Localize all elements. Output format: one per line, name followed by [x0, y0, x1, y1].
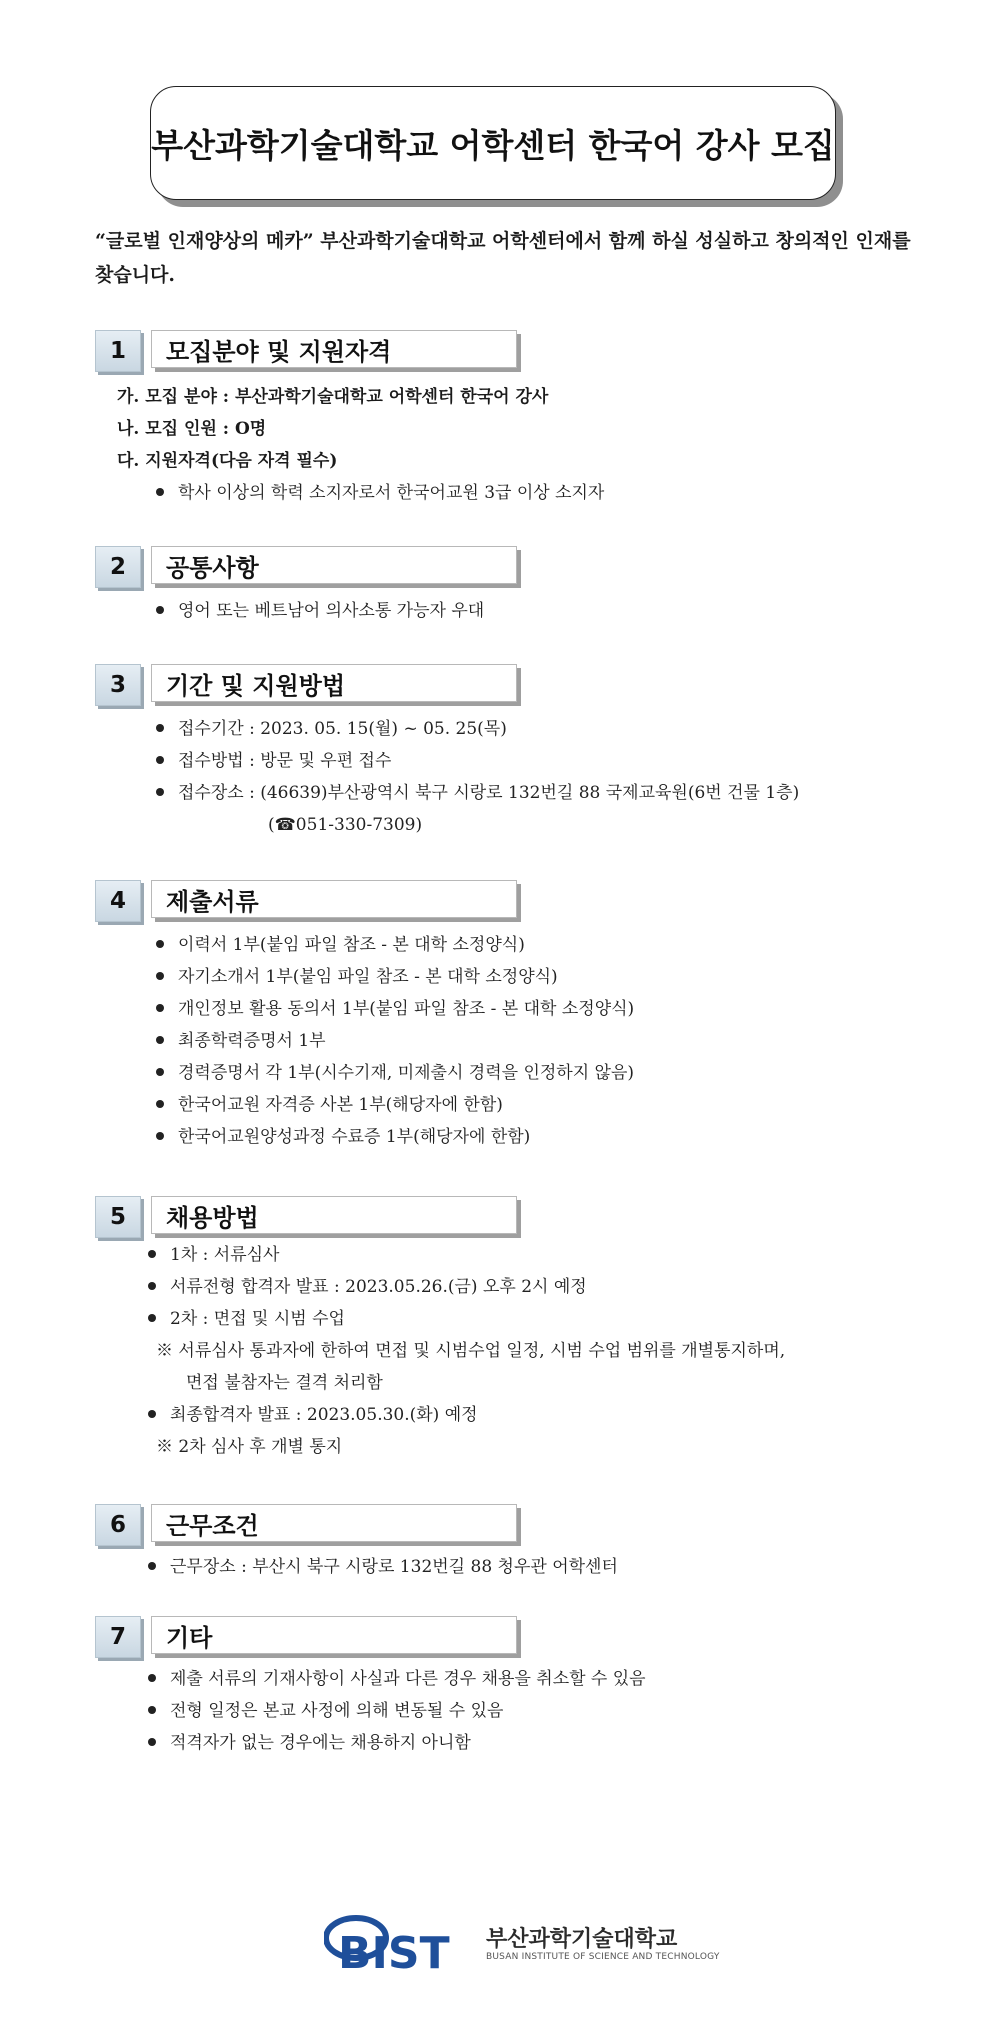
list-item: 접수장소 : (46639)부산광역시 북구 시랑로 132번길 88 국제교육원(6번 건물 1층)	[156, 782, 799, 804]
section-7	[95, 1616, 915, 1660]
bullet-icon	[148, 1282, 156, 1290]
logo-name-en: BUSAN INSTITUTE OF SCIENCE AND TECHNOLOGY	[486, 1952, 720, 1962]
section-number: 6	[95, 1504, 141, 1546]
section-title: 기타	[151, 1616, 517, 1654]
bullet-icon	[156, 972, 164, 980]
list-item: 한국어교원양성과정 수료증 1부(해당자에 한함)	[156, 1126, 530, 1148]
list-item: 이력서 1부(붙임 파일 참조 - 본 대학 소정양식)	[156, 934, 525, 956]
section-6	[95, 1504, 915, 1548]
section-title: 공통사항	[151, 546, 517, 584]
list-item: 최종합격자 발표 : 2023.05.30.(화) 예정	[148, 1404, 478, 1426]
list-item: 1차 : 서류심사	[148, 1244, 279, 1266]
list-item: 개인정보 활용 동의서 1부(붙임 파일 참조 - 본 대학 소정양식)	[156, 998, 634, 1020]
bist-logo-mark	[324, 1910, 474, 1972]
bist-logo	[324, 1908, 720, 1980]
section-3	[95, 664, 915, 708]
list-item: 접수기간 : 2023. 05. 15(월) ~ 05. 25(목)	[156, 718, 507, 740]
section-title: 근무조건	[151, 1504, 517, 1542]
list-item: 접수방법 : 방문 및 우편 접수	[156, 750, 391, 772]
section-number: 5	[95, 1196, 141, 1238]
section-number: 2	[95, 546, 141, 588]
section-title: 제출서류	[151, 880, 517, 918]
section-2	[95, 546, 915, 590]
bullet-icon	[148, 1250, 156, 1258]
bullet-icon	[156, 940, 164, 948]
list-item: 전형 일정은 본교 사정에 의해 변동될 수 있음	[148, 1700, 503, 1722]
section-number: 4	[95, 880, 141, 922]
bullet-icon	[156, 1132, 164, 1140]
bullet-icon	[148, 1706, 156, 1714]
section-number: 7	[95, 1616, 141, 1658]
bullet-icon	[156, 788, 164, 796]
bullet-icon	[156, 1004, 164, 1012]
list-item: 2차 : 면접 및 시범 수업	[148, 1308, 345, 1330]
note-text: 면접 불참자는 결격 처리함	[186, 1373, 383, 1393]
bullet-icon	[148, 1314, 156, 1322]
bullet-icon	[156, 606, 164, 614]
bullet-icon	[156, 1100, 164, 1108]
note-text: ※ 2차 심사 후 개별 통지	[156, 1437, 343, 1457]
list-item: 서류전형 합격자 발표 : 2023.05.26.(금) 오후 2시 예정	[148, 1276, 587, 1298]
bullet-icon	[156, 488, 164, 496]
bullet-icon	[156, 724, 164, 732]
section-1	[95, 330, 915, 374]
svg-text:BIST: BIST	[338, 1928, 450, 1972]
intro-text: “글로벌 인재양상의 메카” 부산과학기술대학교 어학센터에서 함께 하실 성실하고 창의적인 인재를 찾습니다.	[95, 230, 911, 286]
list-item: 근무장소 : 부산시 북구 시랑로 132번길 88 청우관 어학센터	[148, 1556, 618, 1578]
list-item: 가. 모집 분야 : 부산과학기술대학교 어학센터 한국어 강사	[117, 387, 549, 407]
section-title: 기간 및 지원방법	[151, 664, 517, 702]
section-number: 3	[95, 664, 141, 706]
list-item: 적격자가 없는 경우에는 채용하지 아니함	[148, 1732, 471, 1754]
list-item: 영어 또는 베트남어 의사소통 가능자 우대	[156, 600, 484, 622]
bullet-icon	[156, 1068, 164, 1076]
list-item: 한국어교원 자격증 사본 1부(해당자에 한함)	[156, 1094, 503, 1116]
bullet-icon	[148, 1562, 156, 1570]
bullet-icon	[156, 1036, 164, 1044]
list-item: 제출 서류의 기재사항이 사실과 다른 경우 채용을 취소할 수 있음	[148, 1668, 646, 1690]
page-title: 부산과학기술대학교 어학센터 한국어 강사 모집	[151, 125, 835, 165]
list-item: 학사 이상의 학력 소지자로서 한국어교원 3급 이상 소지자	[156, 482, 604, 504]
bullet-icon	[148, 1738, 156, 1746]
section-4	[95, 880, 915, 924]
list-item: 나. 모집 인원 : O명	[117, 419, 267, 439]
list-item: 자기소개서 1부(붙임 파일 참조 - 본 대학 소정양식)	[156, 966, 558, 988]
note-text: ※ 서류심사 통과자에 한하여 면접 및 시범수업 일정, 시범 수업 범위를 개별통지하며,	[156, 1341, 786, 1361]
list-item: 최종학력증명서 1부	[156, 1030, 326, 1052]
section-title: 모집분야 및 지원자격	[151, 330, 517, 368]
logo-name-kr: 부산과학기술대학교	[486, 1927, 678, 1952]
bullet-icon	[148, 1674, 156, 1682]
list-item: 다. 지원자격(다음 자격 필수)	[117, 451, 338, 471]
list-item: 경력증명서 각 1부(시수기재, 미제출시 경력을 인정하지 않음)	[156, 1062, 634, 1084]
bullet-icon	[148, 1410, 156, 1418]
bullet-icon	[156, 756, 164, 764]
section-number: 1	[95, 330, 141, 372]
section-title: 채용방법	[151, 1196, 517, 1234]
section-5	[95, 1196, 915, 1240]
title-box	[150, 86, 836, 200]
phone-number: (☎051-330-7309)	[268, 815, 423, 835]
